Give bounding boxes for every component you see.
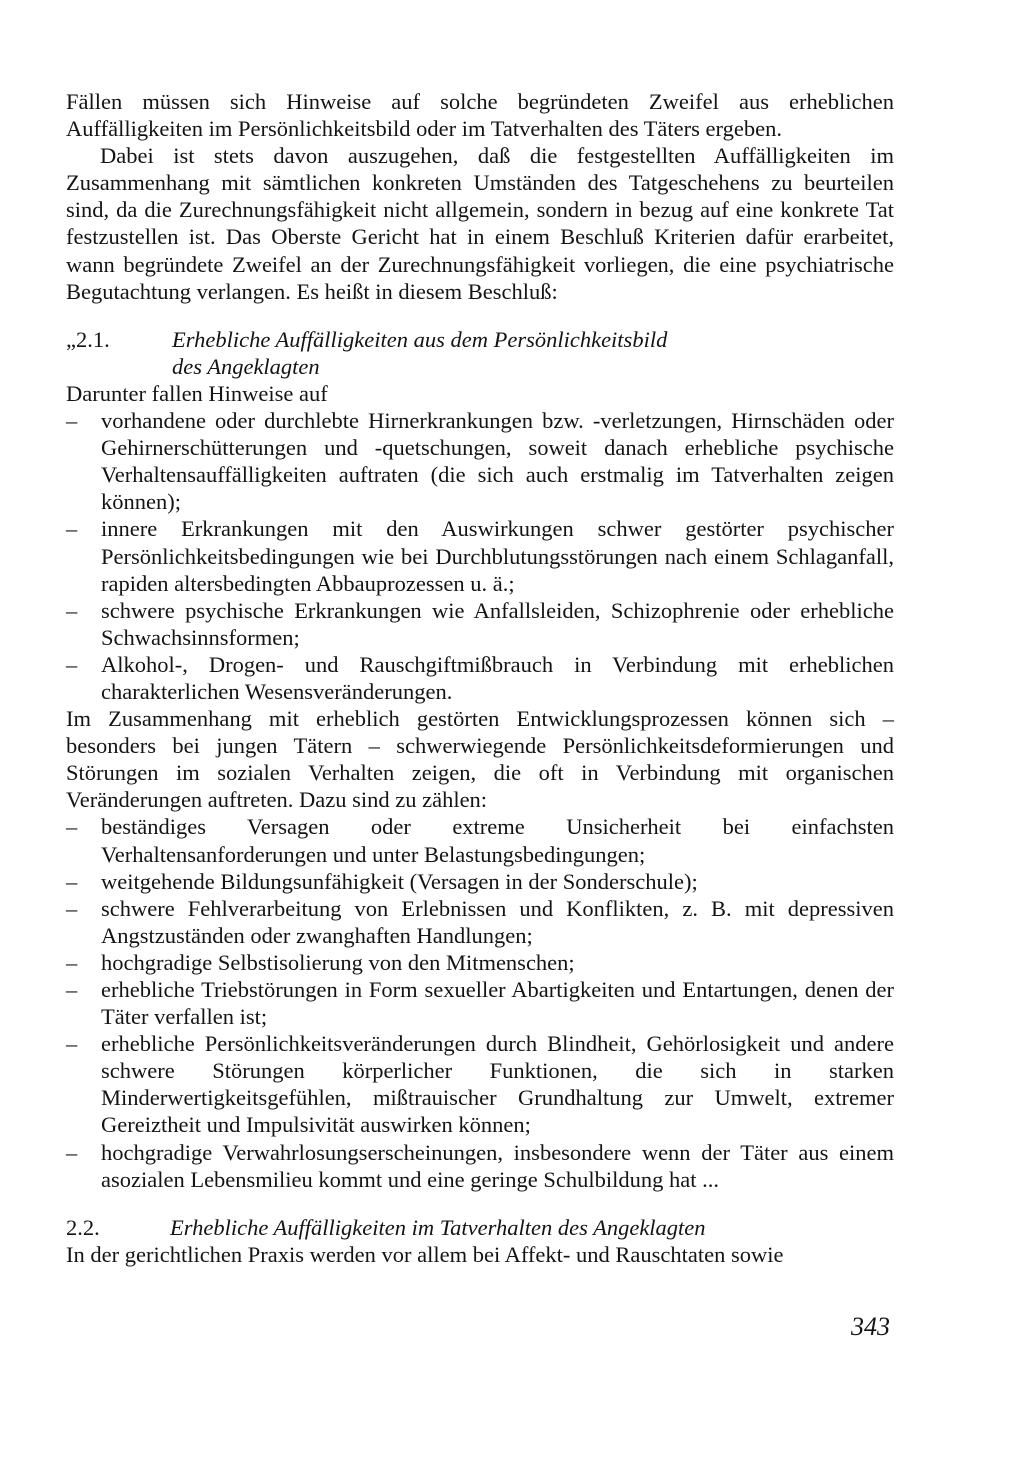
section-number: 2.2. xyxy=(66,1214,100,1240)
page-body xyxy=(66,88,894,1268)
intro-paragraph: Fällen müssen sich Hinweise auf solche begründeten Zweifel aus erheblichen Auffälligkeiten im Persönlichkeitsbild oder im Tatverhalten des Täters ergeben. xyxy=(66,89,894,142)
section-title xyxy=(172,326,667,380)
list-item: – schwere psychische Erkrankungen wie Anfallsleiden, Schizophrenie oder erhebliche Schwachsinnsformen; xyxy=(66,597,894,651)
list-item: – innere Erkrankungen mit den Auswirkungen schwer gestörter psychischer Persönlichkeitsbedingungen wie bei Durchblutungsstörungen nach einem Schlaganfall, rapiden altersbedingten Abbauprozessen u. ä.; xyxy=(66,515,894,596)
section-number: „2.1. xyxy=(66,326,110,352)
paragraph-beschluss: Dabei ist stets davon auszugehen, daß die festgestellten Auffälligkeiten im Zusammenhang mit sämtlichen konkreten Umständen des Tatgeschehens zu beurteilen sind, da die Zurechnungsfähigkeit nicht allgemein, sondern in bezug auf eine konkrete Tat festzustellen ist. Das Oberste Gericht hat in einem Beschluß Kriterien dafür erarbeitet, wann begründete Zweifel an der Zurechnungsfähigkeit vorliegen, die eine psychiatrische Begutachtung verlangen. Es heißt in diesem Beschluß: xyxy=(66,143,894,304)
section-title-line: des Angeklagten xyxy=(172,353,320,379)
list-item: – hochgradige Selbstisolierung von den Mitmenschen; xyxy=(66,949,894,976)
criteria-list-a xyxy=(66,407,894,705)
development-paragraph: Im Zusammenhang mit erheblich gestörten Entwicklungsprozessen können sich – besonders bei jungen Tätern – schwerwiegende Persönlichkeitsdeformierungen und Störungen im sozialen Verhalten zeigen, die oft in Verbindung mit organischen Veränderungen auftreten. Dazu sind zu zählen: xyxy=(66,706,894,813)
list-item: – schwere Fehlverarbeitung von Erlebnissen und Konflikten, z. B. mit depressiven Angstzuständen oder zwanghaften Handlungen; xyxy=(66,895,894,949)
list-item: – erhebliche Triebstörungen in Form sexueller Abartigkeiten und Entartungen, denen der Täter verfallen ist; xyxy=(66,976,894,1030)
section-title: Erhebliche Auffälligkeiten im Tatverhalten des Angeklagten xyxy=(170,1214,706,1240)
section-2-2-text: In der gerichtlichen Praxis werden vor allem bei Affekt- und Rauschtaten sowie xyxy=(66,1241,784,1267)
list-item: – weitgehende Bildungsunfähigkeit (Versagen in der Sonderschule); xyxy=(66,868,894,895)
section-lead: Darunter fallen Hinweise auf xyxy=(66,380,328,406)
list-item: – beständiges Versagen oder extreme Unsicherheit bei einfachsten Verhaltensanforderungen und unter Belastungsbedingungen; xyxy=(66,813,894,867)
section-2-2-heading xyxy=(66,1214,894,1241)
section-2-1-heading xyxy=(66,326,894,380)
list-item: – hochgradige Verwahrlosungserscheinungen, insbesondere wenn der Täter aus einem asozialen Lebensmilieu kommt und eine geringe Schulbildung hat ... xyxy=(66,1139,894,1193)
list-item: – erhebliche Persönlichkeitsveränderungen durch Blindheit, Gehörlosigkeit und andere schwere Störungen körperlicher Funktionen, die sich in starken Minderwertigkeitsgefühlen, mißtrauischer Grundhaltung zur Umwelt, extremer Gereiztheit und Impulsivität auswirken können; xyxy=(66,1030,894,1138)
section-title-line: Erhebliche Auffälligkeiten aus dem Persönlichkeitsbild xyxy=(172,326,668,352)
criteria-list-b xyxy=(66,813,894,1192)
page-number: 343 xyxy=(851,1312,890,1341)
list-item: – vorhandene oder durchlebte Hirnerkrankungen bzw. -verletzungen, Hirnschäden oder Gehirnerschütterungen und -quetschungen, soweit danach erhebliche psychische Verhaltensauffälligkeiten auftraten (die sich auch erstmalig im Tatverhalten zeigen können); xyxy=(66,407,894,515)
list-item: – Alkohol-, Drogen- und Rauschgiftmißbrauch in Verbindung mit erheblichen charakterlichen Wesensveränderungen. xyxy=(66,651,894,705)
